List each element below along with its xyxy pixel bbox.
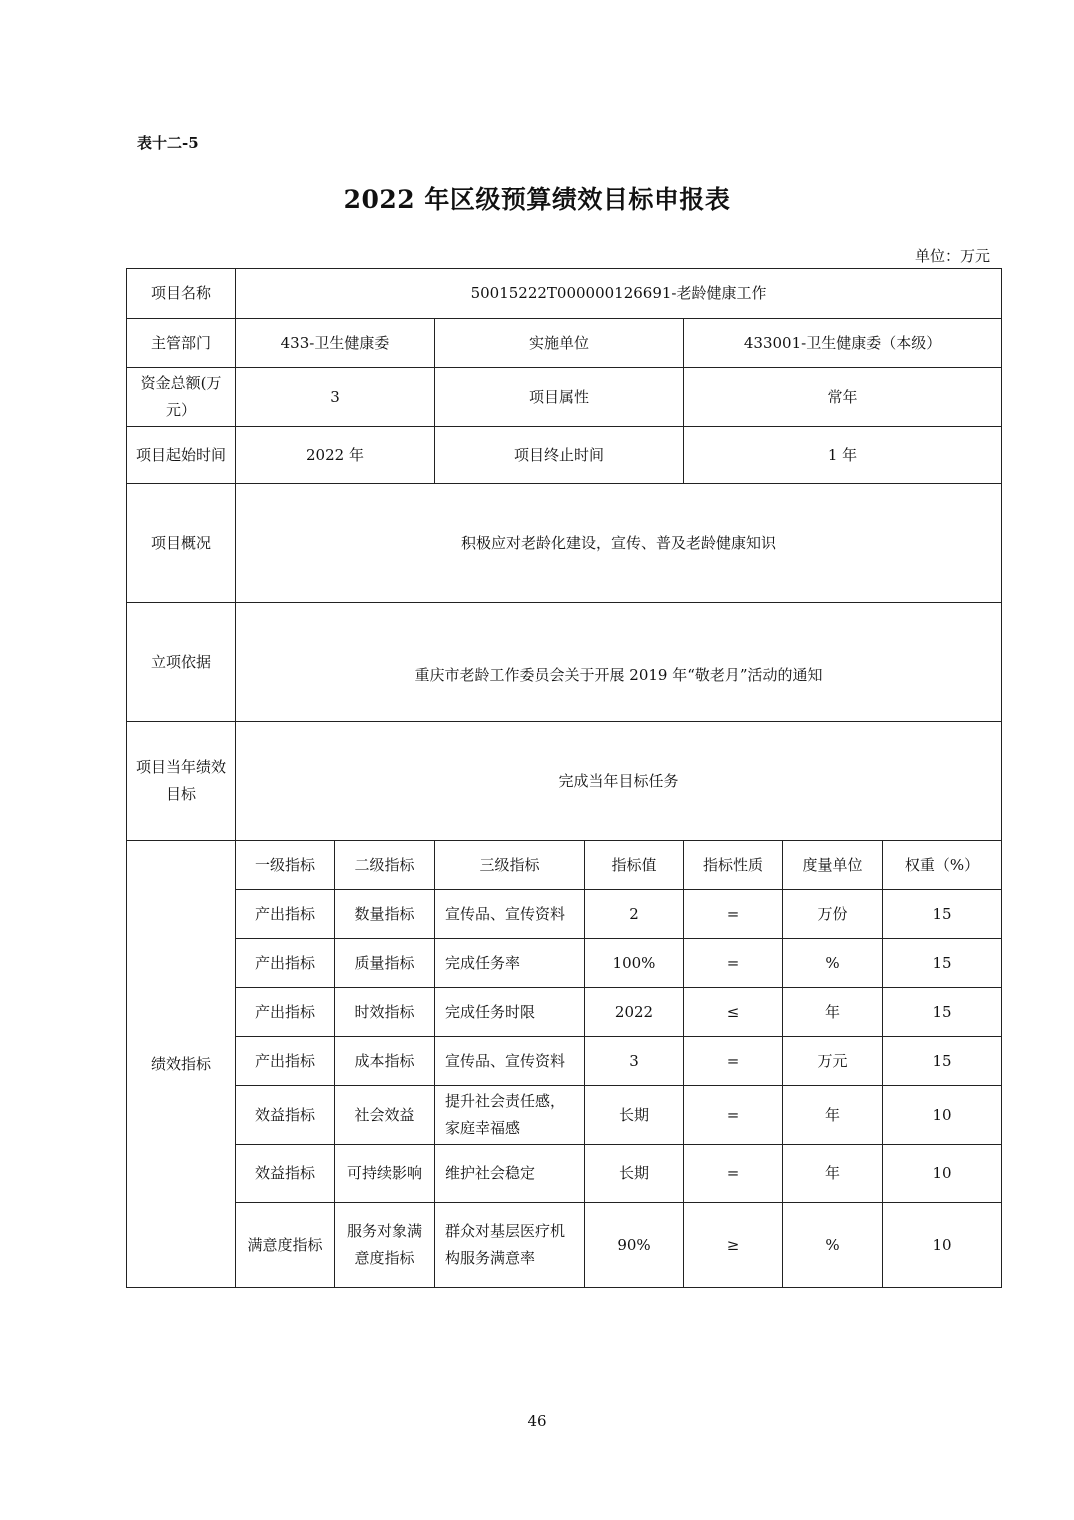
attr-label: 项目属性	[435, 368, 684, 427]
value-cell: 90%	[585, 1203, 684, 1288]
unit-cell: 年	[783, 988, 883, 1037]
header-nature: 指标性质	[684, 841, 783, 890]
row-overview	[127, 484, 1002, 603]
impl-label: 实施单位	[435, 319, 684, 368]
unit-cell: 万份	[783, 890, 883, 939]
basis-value: 重庆市老龄工作委员会关于开展 2019 年“敬老月”活动的通知	[236, 603, 1002, 722]
value-cell: 3	[585, 1037, 684, 1086]
goal-value: 完成当年目标任务	[236, 722, 1002, 841]
table-row	[127, 988, 1002, 1037]
weight-cell: 10	[883, 1145, 1002, 1203]
level1-cell: 满意度指标	[236, 1203, 335, 1288]
level3-cell: 维护社会稳定	[435, 1145, 585, 1203]
basis-label: 立项依据	[127, 603, 236, 722]
level3-cell: 完成任务率	[435, 939, 585, 988]
level2-cell: 时效指标	[335, 988, 435, 1037]
value-cell: 2022	[585, 988, 684, 1037]
start-label: 项目起始时间	[127, 427, 236, 484]
fund-label: 资金总额(万元）	[127, 368, 236, 427]
level1-cell: 效益指标	[236, 1145, 335, 1203]
nature-cell: =	[684, 1086, 783, 1145]
weight-cell: 15	[883, 1037, 1002, 1086]
weight-cell: 15	[883, 890, 1002, 939]
level2-cell: 质量指标	[335, 939, 435, 988]
value-cell: 长期	[585, 1086, 684, 1145]
header-weight: 权重（%）	[883, 841, 1002, 890]
weight-cell: 10	[883, 1086, 1002, 1145]
indicators-section-label: 绩效指标	[127, 841, 236, 1288]
level3-cell: 宣传品、宣传资料	[435, 1037, 585, 1086]
overview-label: 项目概况	[127, 484, 236, 603]
table-row	[127, 1203, 1002, 1288]
level1-cell: 产出指标	[236, 988, 335, 1037]
level1-cell: 产出指标	[236, 939, 335, 988]
header-level3: 三级指标	[435, 841, 585, 890]
row-department	[127, 319, 1002, 368]
header-unit: 度量单位	[783, 841, 883, 890]
header-level1: 一级指标	[236, 841, 335, 890]
level3-cell: 宣传品、宣传资料	[435, 890, 585, 939]
nature-cell: ≤	[684, 988, 783, 1037]
level1-cell: 产出指标	[236, 890, 335, 939]
impl-value: 433001-卫生健康委（本级）	[684, 319, 1002, 368]
value-cell: 长期	[585, 1145, 684, 1203]
project-name-value: 50015222T000000126691-老龄健康工作	[236, 269, 1002, 319]
overview-value: 积极应对老龄化建设，宣传、普及老龄健康知识	[236, 484, 1002, 603]
table-row	[127, 1145, 1002, 1203]
goal-label: 项目当年绩效目标	[127, 722, 236, 841]
end-value: 1 年	[684, 427, 1002, 484]
table-row	[127, 1037, 1002, 1086]
table-row	[127, 939, 1002, 988]
level1-cell: 产出指标	[236, 1037, 335, 1086]
start-value: 2022 年	[236, 427, 435, 484]
weight-cell: 10	[883, 1203, 1002, 1288]
level1-cell: 效益指标	[236, 1086, 335, 1145]
level3-cell: 群众对基层医疗机构服务满意率	[435, 1203, 585, 1288]
end-label: 项目终止时间	[435, 427, 684, 484]
unit-cell: 年	[783, 1145, 883, 1203]
document-title: 2022 年区级预算绩效目标申报表	[343, 185, 731, 214]
weight-cell: 15	[883, 988, 1002, 1037]
budget-performance-table	[126, 268, 1002, 1288]
project-name-label: 项目名称	[127, 269, 236, 319]
fund-value: 3	[236, 368, 435, 427]
level2-cell: 成本指标	[335, 1037, 435, 1086]
row-fund	[127, 368, 1002, 427]
header-value: 指标值	[585, 841, 684, 890]
indicator-header-row	[127, 841, 1002, 890]
value-cell: 2	[585, 890, 684, 939]
table-row	[127, 1086, 1002, 1145]
dept-label: 主管部门	[127, 319, 236, 368]
row-period	[127, 427, 1002, 484]
nature-cell: =	[684, 1145, 783, 1203]
value-cell: 100%	[585, 939, 684, 988]
nature-cell: =	[684, 890, 783, 939]
level3-cell: 提升社会责任感，家庭幸福感	[435, 1086, 585, 1145]
dept-value: 433-卫生健康委	[236, 319, 435, 368]
unit-cell: %	[783, 1203, 883, 1288]
nature-cell: =	[684, 939, 783, 988]
row-project-name	[127, 269, 1002, 319]
level2-cell: 服务对象满意度指标	[335, 1203, 435, 1288]
level2-cell: 可持续影响	[335, 1145, 435, 1203]
header-level2: 二级指标	[335, 841, 435, 890]
unit-cell: 年	[783, 1086, 883, 1145]
attr-value: 常年	[684, 368, 1002, 427]
level3-cell: 完成任务时限	[435, 988, 585, 1037]
table-tag: 表十二-5	[137, 134, 199, 152]
nature-cell: =	[684, 1037, 783, 1086]
level2-cell: 数量指标	[335, 890, 435, 939]
unit-label: 单位：万元	[914, 247, 990, 265]
page-number: 46	[527, 1412, 547, 1430]
unit-cell: %	[783, 939, 883, 988]
unit-cell: 万元	[783, 1037, 883, 1086]
row-goal	[127, 722, 1002, 841]
weight-cell: 15	[883, 939, 1002, 988]
row-basis	[127, 603, 1002, 722]
table-row	[127, 890, 1002, 939]
level2-cell: 社会效益	[335, 1086, 435, 1145]
nature-cell: ≥	[684, 1203, 783, 1288]
